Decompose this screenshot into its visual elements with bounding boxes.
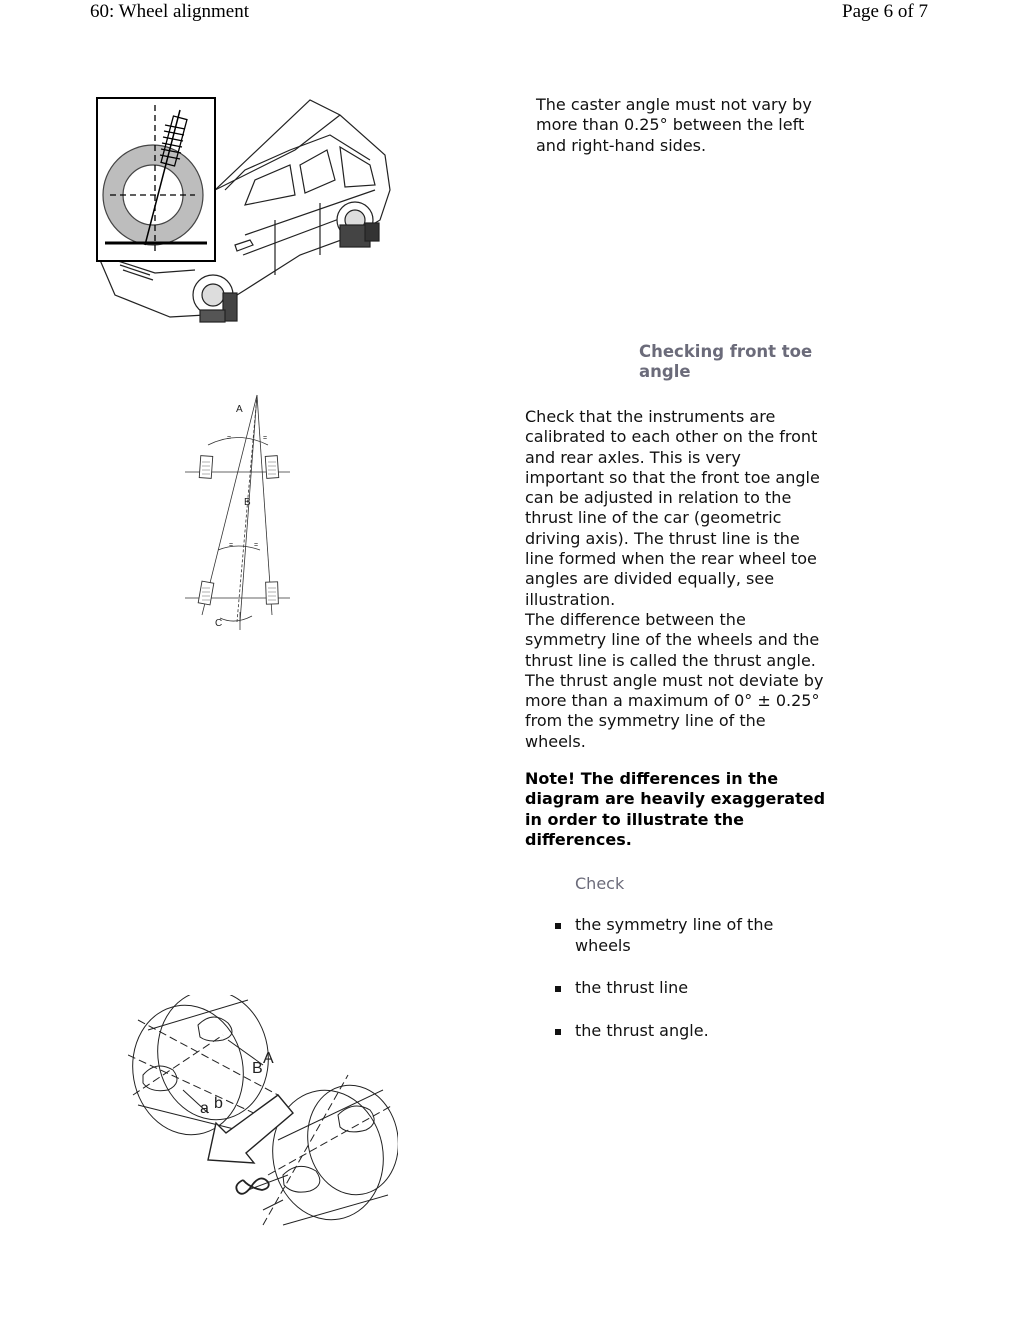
check-label: Check (575, 874, 625, 893)
wheels-label-A: A (263, 1050, 274, 1067)
equal-mark: = (254, 542, 259, 549)
caster-angle-text: The caster angle must not vary by more than 0.25° between the left and right-hand sides. (536, 95, 812, 155)
check-list (555, 895, 845, 1063)
list-item: the thrust angle. (555, 1021, 845, 1041)
wheels-label-B: B (252, 1060, 263, 1077)
thrust-label-a: A (236, 404, 243, 415)
equal-mark: = (227, 435, 232, 442)
wheels-label-a: a (200, 1100, 209, 1117)
thrust-line-diagram (180, 390, 300, 630)
toe-angle-paragraph: Check that the instruments are calibrated to each other on the front and rear axles. This is very important so that the front toe angle can be adjusted in relation to the thrust line of the car (geometric driving axis). The thrust line is the line formed when the rear wheel toe angles are divided equally, see illustration. The difference between the symmetry line of the wheels and the thrust line is called the thrust angle. The thrust angle must not deviate by more than a maximum of 0° ± 0.25° from the symmetry line of the wheels. (525, 407, 824, 751)
note-text: Note! The differences in the diagram are heavily exaggerated in order to illustrate the differences. (525, 769, 826, 849)
list-item: the thrust line (555, 978, 845, 998)
page-header (0, 0, 1024, 30)
list-item: the symmetry line of the wheels (555, 915, 845, 956)
wheel-thrust-angle-diagram (128, 995, 398, 1250)
caster-car-illustration (95, 95, 395, 330)
document-title: 60: Wheel alignment (90, 1, 249, 22)
section-heading-front-toe: Checking front toe angle (639, 342, 813, 382)
page-number: Page 6 of 7 (842, 1, 929, 22)
equal-mark: = (229, 542, 234, 549)
thrust-label-c: C (215, 618, 223, 629)
wheels-label-b: b (214, 1095, 223, 1112)
equal-mark: = (263, 435, 268, 442)
thrust-label-b: B (244, 497, 251, 508)
